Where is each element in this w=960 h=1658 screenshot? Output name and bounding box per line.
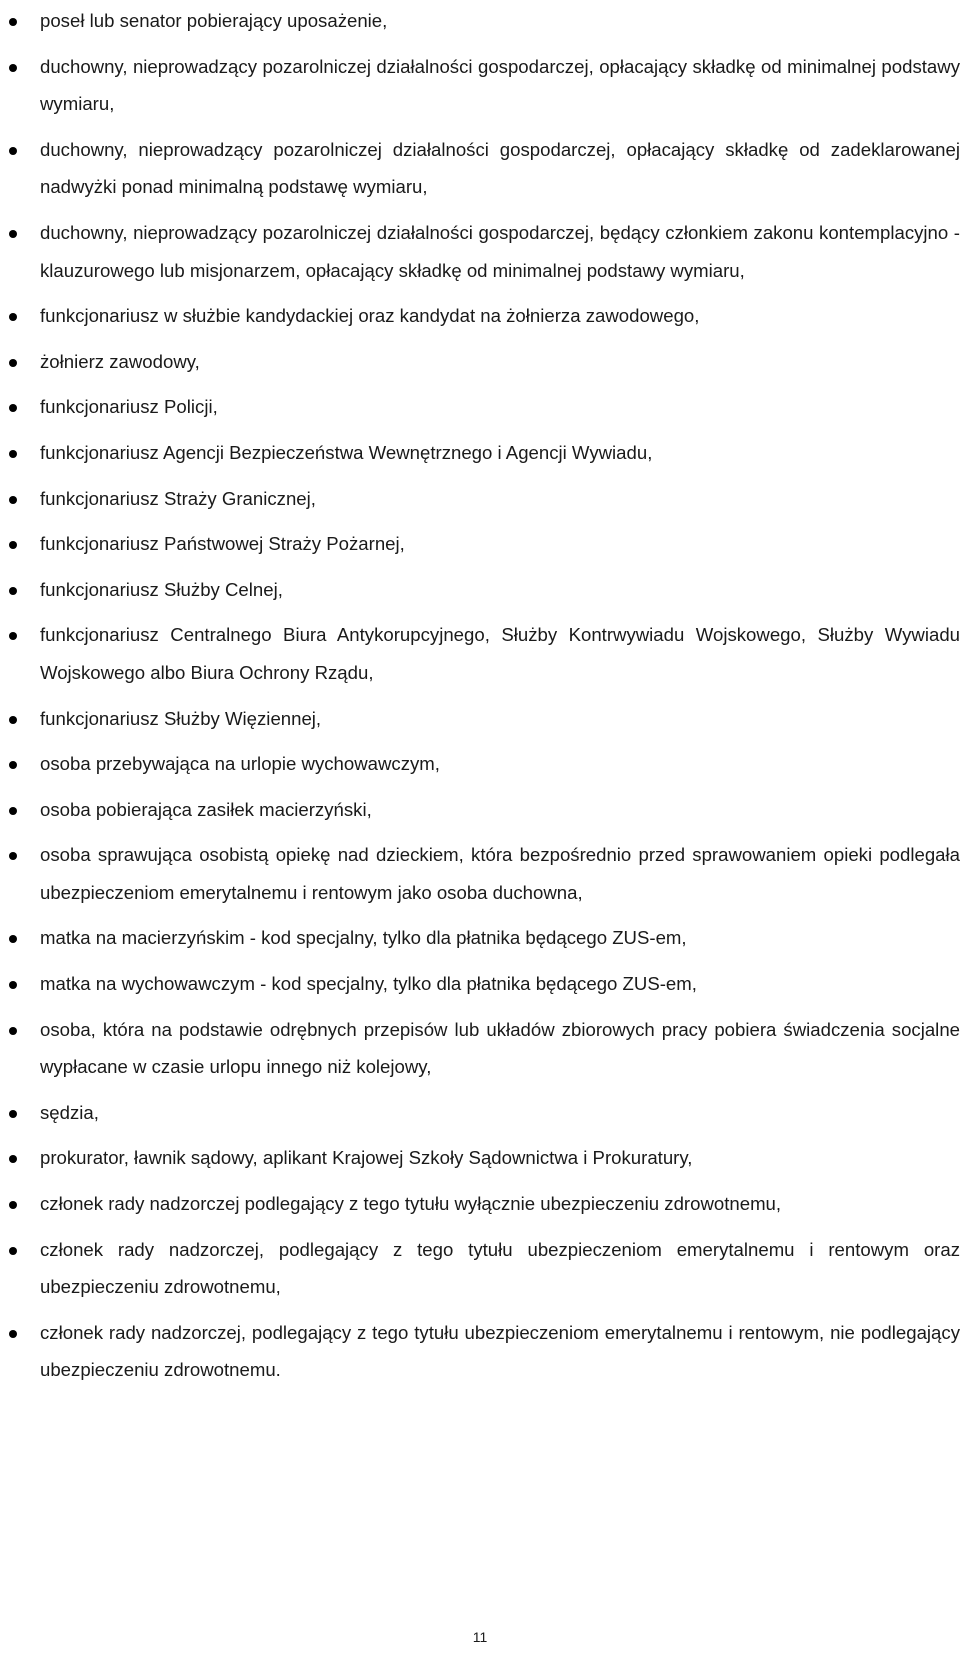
- list-item-text: duchowny, nieprowadzący pozarolniczej działalności gospodarczej, opłacający składkę od zadeklarowanej nadwyżki ponad minimalną podstawę wymiaru,: [40, 138, 960, 198]
- list-item: [40, 571, 960, 609]
- bullet-icon: [9, 1201, 17, 1209]
- list-item-text: funkcjonariusz Centralnego Biura Antykorupcyjnego, Służby Kontrwywiadu Wojskowego, Służby Wywiadu Wojskowego albo Biura Ochrony Rządu,: [40, 624, 960, 683]
- list-item-text: członek rady nadzorczej, podlegający z tego tytułu ubezpieczeniom emerytalnemu i rentowym oraz ubezpieczeniu zdrowotnemu,: [40, 1238, 960, 1298]
- bullet-icon: [9, 18, 17, 26]
- list-item-text: sędzia,: [40, 1101, 99, 1123]
- list-item: [40, 1011, 960, 1086]
- list-item-text: funkcjonariusz Policji,: [40, 396, 218, 418]
- list-item: [40, 480, 960, 518]
- list-item: [40, 1139, 960, 1177]
- list-item-text: żołnierz zawodowy,: [40, 350, 200, 372]
- bullet-icon: [9, 404, 17, 412]
- list-item: [40, 2, 960, 40]
- bullet-icon: [9, 807, 17, 815]
- list-item: [40, 297, 960, 335]
- list-item: [40, 965, 960, 1003]
- bullet-icon: [9, 541, 17, 549]
- bullet-icon: [9, 496, 17, 504]
- bullet-list: [40, 2, 960, 1397]
- bullet-icon: [9, 359, 17, 367]
- list-item: [40, 131, 960, 206]
- bullet-icon: [9, 1155, 17, 1163]
- list-item-text: członek rady nadzorczej, podlegający z tego tytułu ubezpieczeniom emerytalnemu i rentowym, nie podlegający ubezpieczeniu zdrowotnemu.: [40, 1321, 960, 1381]
- list-item: [40, 616, 960, 691]
- bullet-icon: [9, 852, 17, 860]
- list-item-text: poseł lub senator pobierający uposażenie,: [40, 10, 388, 31]
- list-item-text: duchowny, nieprowadzący pozarolniczej działalności gospodarczej, opłacający składkę od minimalnej podstawy wymiaru,: [40, 55, 960, 115]
- list-item-text: funkcjonariusz Agencji Bezpieczeństwa Wewnętrznego i Agencji Wywiadu,: [40, 441, 653, 463]
- list-item-text: osoba sprawująca osobistą opiekę nad dzieckiem, która bezpośrednio przed sprawowaniem opieki podlegała ubezpieczeniom emerytalnemu i rentowym jako osoba duchowna,: [40, 844, 960, 903]
- bullet-icon: [9, 632, 17, 640]
- list-item: [40, 1231, 960, 1306]
- list-item-text: osoba pobierająca zasiłek macierzyński,: [40, 798, 372, 820]
- list-item: [40, 700, 960, 738]
- bullet-icon: [9, 230, 17, 238]
- list-item-text: duchowny, nieprowadzący pozarolniczej działalności gospodarczej, będący członkiem zakonu kontemplacyjno - klauzurowego lub misjonarzem, opłacający składkę od minimalnej podstawy wymiaru,: [40, 221, 960, 281]
- list-item-text: osoba, która na podstawie odrębnych przepisów lub układów zbiorowych pracy pobiera świadczenia socjalne wypłacane w czasie urlopu innego niż kolejowy,: [40, 1018, 960, 1078]
- list-item-text: członek rady nadzorczej podlegający z tego tytułu wyłącznie ubezpieczeniu zdrowotnemu,: [40, 1193, 782, 1215]
- list-item-text: osoba przebywająca na urlopie wychowawczym,: [40, 753, 440, 775]
- list-item: [40, 745, 960, 783]
- bullet-icon: [9, 587, 17, 595]
- list-item: [40, 1094, 960, 1132]
- bullet-icon: [9, 147, 17, 155]
- list-item-text: funkcjonariusz Służby Więziennej,: [40, 707, 322, 729]
- list-item: [40, 919, 960, 957]
- list-item: [40, 48, 960, 123]
- list-item-text: prokurator, ławnik sądowy, aplikant Krajowej Szkoły Sądownictwa i Prokuratury,: [40, 1147, 693, 1169]
- list-item: [40, 791, 960, 829]
- list-item: [40, 343, 960, 381]
- bullet-icon: [9, 450, 17, 458]
- list-item-text: funkcjonariusz Państwowej Straży Pożarnej,: [40, 533, 405, 555]
- bullet-icon: [9, 1330, 17, 1338]
- list-item-text: funkcjonariusz w służbie kandydackiej oraz kandydat na żołnierza zawodowego,: [40, 305, 700, 327]
- bullet-icon: [9, 716, 17, 724]
- list-item: [40, 1314, 960, 1389]
- list-item-text: funkcjonariusz Służby Celnej,: [40, 578, 283, 600]
- bullet-icon: [9, 1110, 17, 1118]
- list-item-text: matka na macierzyńskim - kod specjalny, tylko dla płatnika będącego ZUS-em,: [40, 927, 687, 949]
- bullet-icon: [9, 64, 17, 72]
- bullet-icon: [9, 1027, 17, 1035]
- list-item: [40, 388, 960, 426]
- bullet-icon: [9, 313, 17, 321]
- list-item: [40, 836, 960, 911]
- bullet-icon: [9, 1247, 17, 1255]
- list-item: [40, 1185, 960, 1223]
- list-item: [40, 214, 960, 289]
- bullet-icon: [9, 981, 17, 989]
- bullet-icon: [9, 935, 17, 943]
- list-item-text: matka na wychowawczym - kod specjalny, tylko dla płatnika będącego ZUS-em,: [40, 973, 697, 995]
- list-item-text: funkcjonariusz Straży Granicznej,: [40, 487, 316, 509]
- list-item: [40, 525, 960, 563]
- bullet-icon: [9, 761, 17, 769]
- page-number: 11: [472, 1629, 488, 1645]
- list-item: [40, 434, 960, 472]
